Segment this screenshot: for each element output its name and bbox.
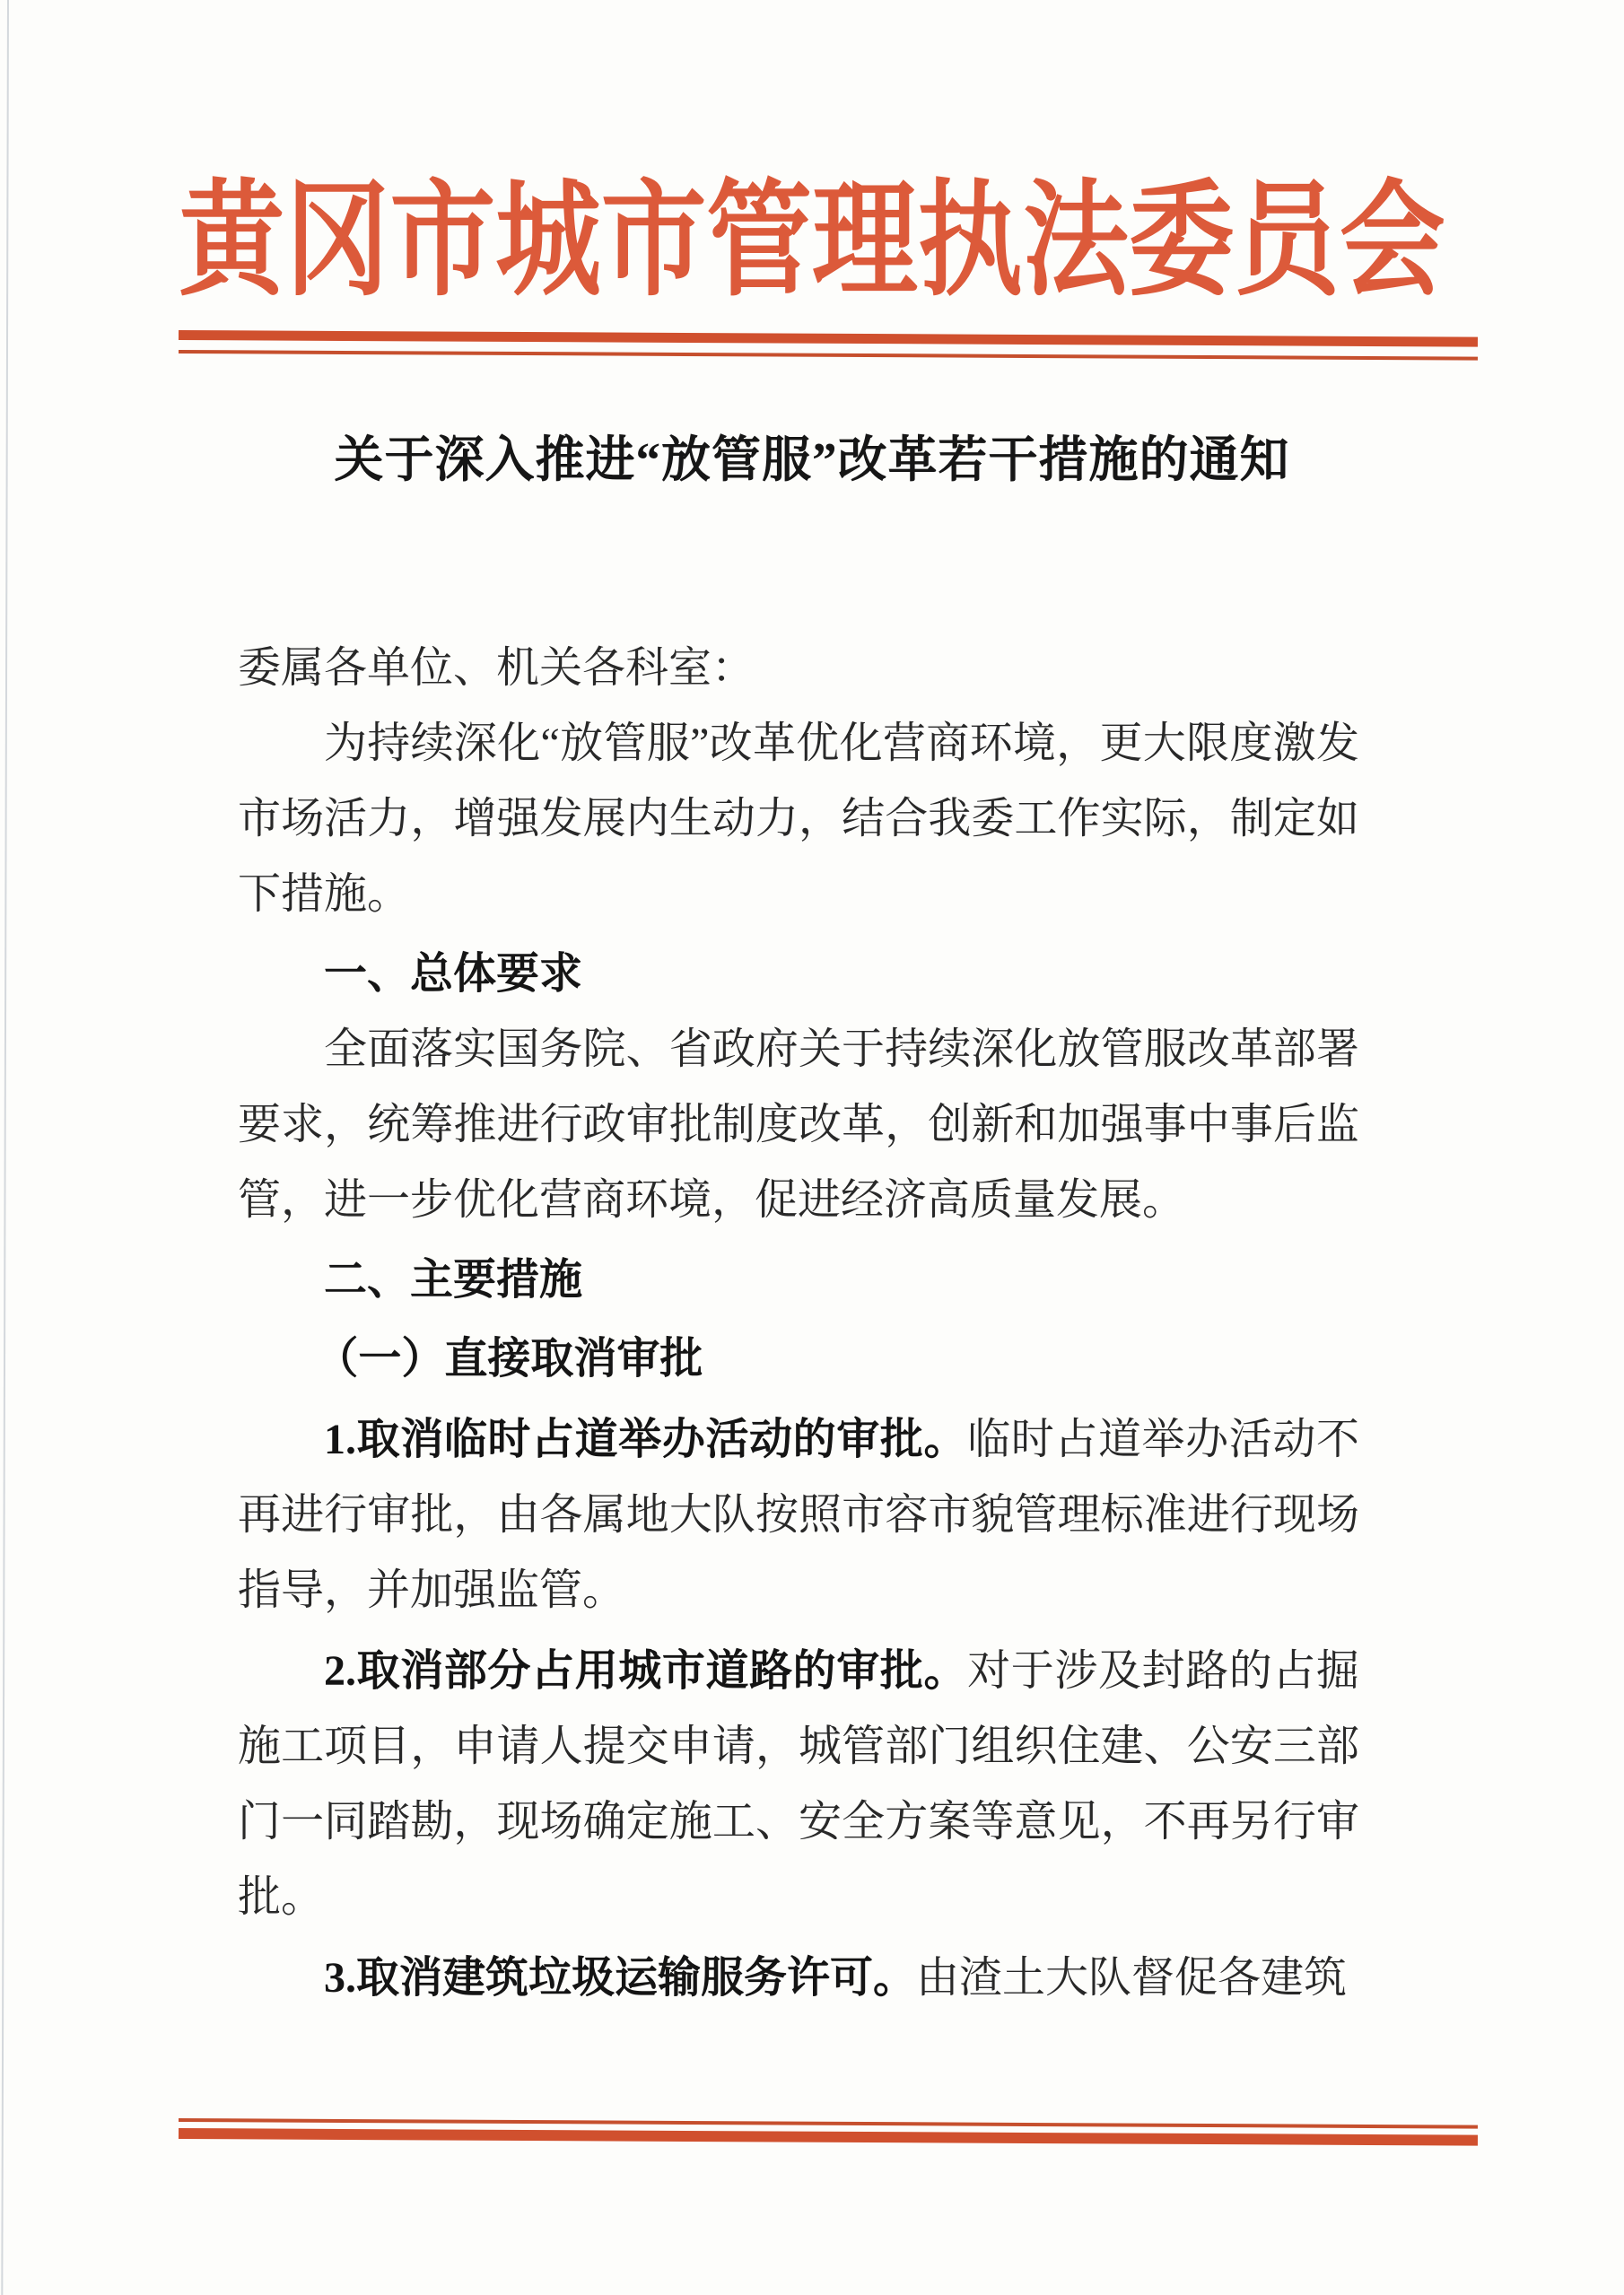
paragraph-overall-requirements: 全面落实国务院、省政府关于持续深化放管服改革部署要求，统筹推进行政审批制度改革，创新和加强事中事后监管，进一步优化营商环境，促进经济高质量发展。 <box>238 1025 1359 1224</box>
document-body <box>238 631 1359 2016</box>
paragraph-intro: 为持续深化“放管服”改革优化营商环境，更大限度激发市场活力，增强发展内生动力，结合我委工作实际，制定如下措施。 <box>238 720 1359 918</box>
item-2-text: 对于涉及封路的占掘施工项目，申请人提交申请，城管部门组织住建、公安三部门一同踏勘，现场确定施工、安全方案等意见，不再另行审批。 <box>238 1647 1359 1921</box>
document-title: 关于深入推进“放管服”改革若干措施的通知 <box>334 432 1290 487</box>
item-3-lead: 3.取消建筑垃圾运输服务许可。 <box>324 1954 917 2002</box>
salutation: 委属各单位、机关各科室： <box>238 644 755 692</box>
letterhead <box>0 172 1624 311</box>
item-1-text: 临时占道举办活动不再进行审批，由各属地大队按照市容市貌管理标准进行现场指导，并加强监管。 <box>238 1416 1359 1614</box>
footer-rule-thin <box>179 2118 1478 2129</box>
paragraph-item-3 <box>238 1941 1359 2016</box>
footer-rule-thick <box>179 2128 1478 2146</box>
item-3-text: 由渣土大队督促各建筑 <box>916 1954 1348 2002</box>
item-1-lead: 1.取消临时占道举办活动的审批。 <box>324 1416 968 1463</box>
letterhead-org-name: 黄冈市城市管理执法委员会 <box>179 172 1445 311</box>
paragraph-item-2 <box>238 1634 1359 1935</box>
heading-overall-requirements: 一、总体要求 <box>324 950 583 998</box>
item-2-lead: 2.取消部分占用城市道路的审批。 <box>324 1647 968 1695</box>
letterhead-rule-thick <box>179 330 1478 347</box>
subheading-direct-cancel-approvals: （一）直接取消审批 <box>315 1335 703 1383</box>
paragraph-item-1 <box>238 1402 1359 1628</box>
scan-edge-artifact <box>1 0 9 2295</box>
letterhead-rule-thin <box>179 350 1478 361</box>
heading-main-measures: 二、主要措施 <box>324 1256 583 1304</box>
